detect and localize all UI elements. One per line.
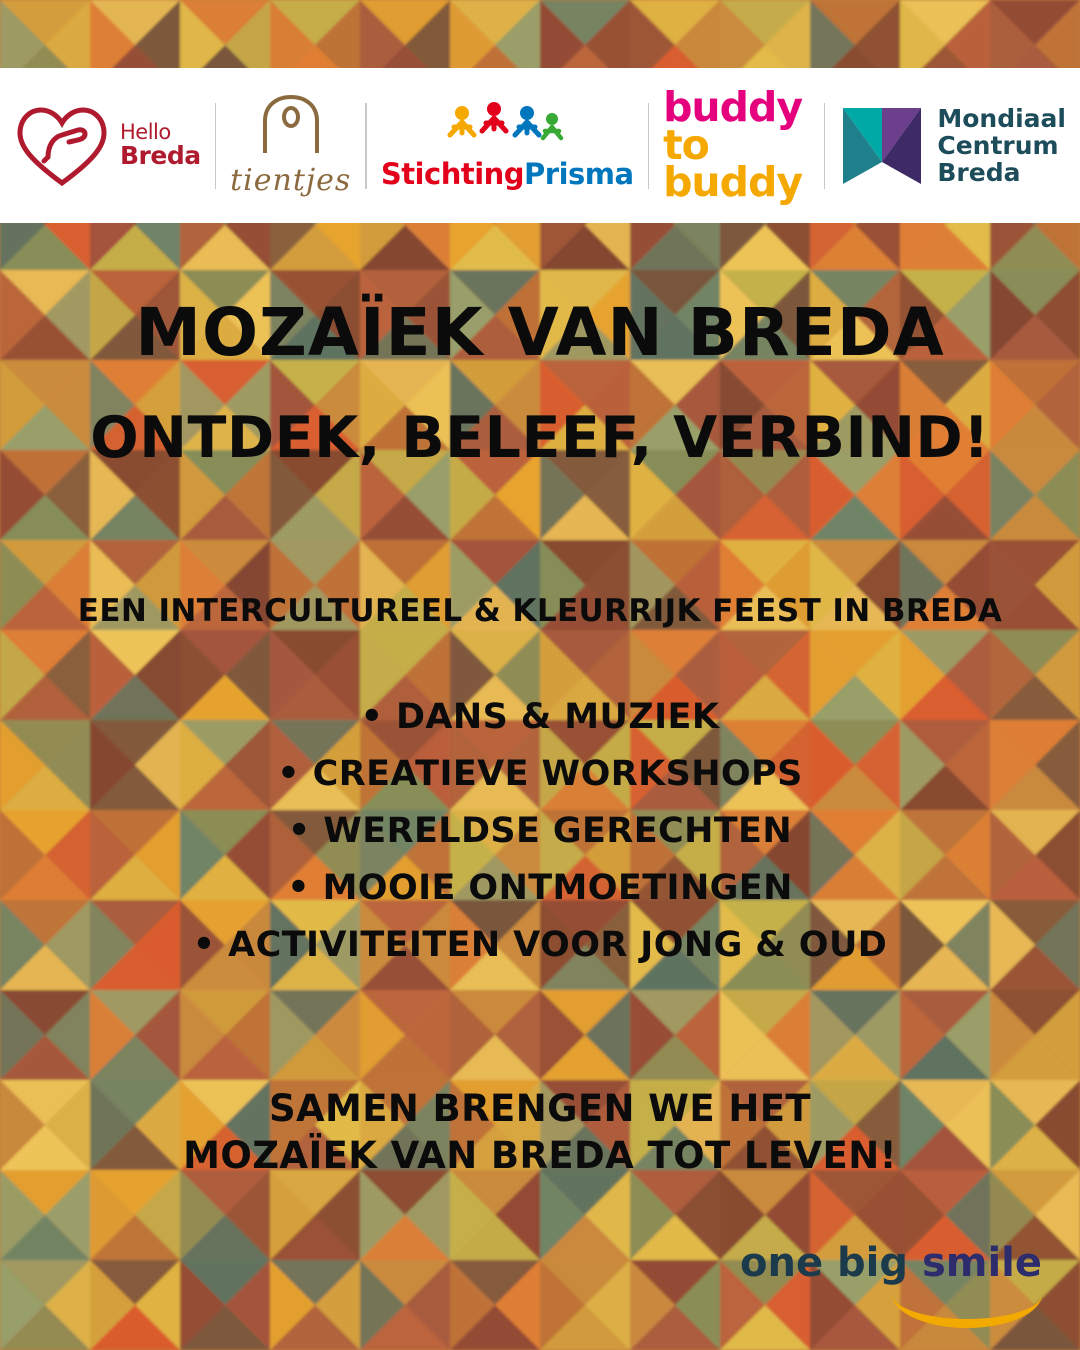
hello-breda-line1: Hello	[120, 120, 171, 145]
buddy-line2: to buddy	[663, 120, 803, 207]
mcb-line1: Mondiaal	[937, 104, 1066, 133]
poster-tagline: EEN INTERCULTUREEL & KLEURRIJK FEEST IN BREDA	[77, 593, 1003, 629]
obs-word-one: one	[740, 1240, 838, 1286]
prisma-word-prisma: Prisma	[524, 156, 634, 191]
tientjes-wordmark: tientjes	[230, 163, 352, 198]
mcb-line2: Centrum	[937, 131, 1059, 160]
obs-word-smile: smile	[921, 1240, 1042, 1286]
list-item: • WERELDSE GERECHTEN	[0, 814, 1080, 849]
closing-line-2: MOZAÏEK VAN BREDA TOT LEVEN!	[183, 1134, 897, 1178]
prisma-word-stichting: Stichting	[380, 156, 525, 191]
closing-line-1: SAMEN BRENGEN WE HET	[268, 1087, 812, 1130]
smile-arc-icon	[892, 1285, 1042, 1328]
list-item: • ACTIVITEITEN VOOR JONG & OUD	[0, 928, 1080, 963]
hello-breda-line2: Breda	[120, 141, 201, 171]
list-item: • MOOIE ONTMOETINGEN	[0, 871, 1080, 906]
poster-headline: MOZAÏEK VAN BREDA	[135, 294, 945, 371]
one-big-smile-logo	[740, 1240, 1042, 1328]
mcb-line3: Breda	[937, 158, 1021, 187]
obs-word-big: big	[837, 1240, 922, 1286]
buddy-line1: buddy	[663, 82, 803, 131]
list-item: • DANS & MUZIEK	[0, 700, 1080, 735]
list-item: • CREATIEVE WORKSHOPS	[0, 757, 1080, 792]
poster-closing	[0, 1085, 1080, 1180]
activity-list	[0, 697, 1080, 985]
poster-subheadline: ONTDEK, BELEEF, VERBIND!	[90, 405, 990, 471]
